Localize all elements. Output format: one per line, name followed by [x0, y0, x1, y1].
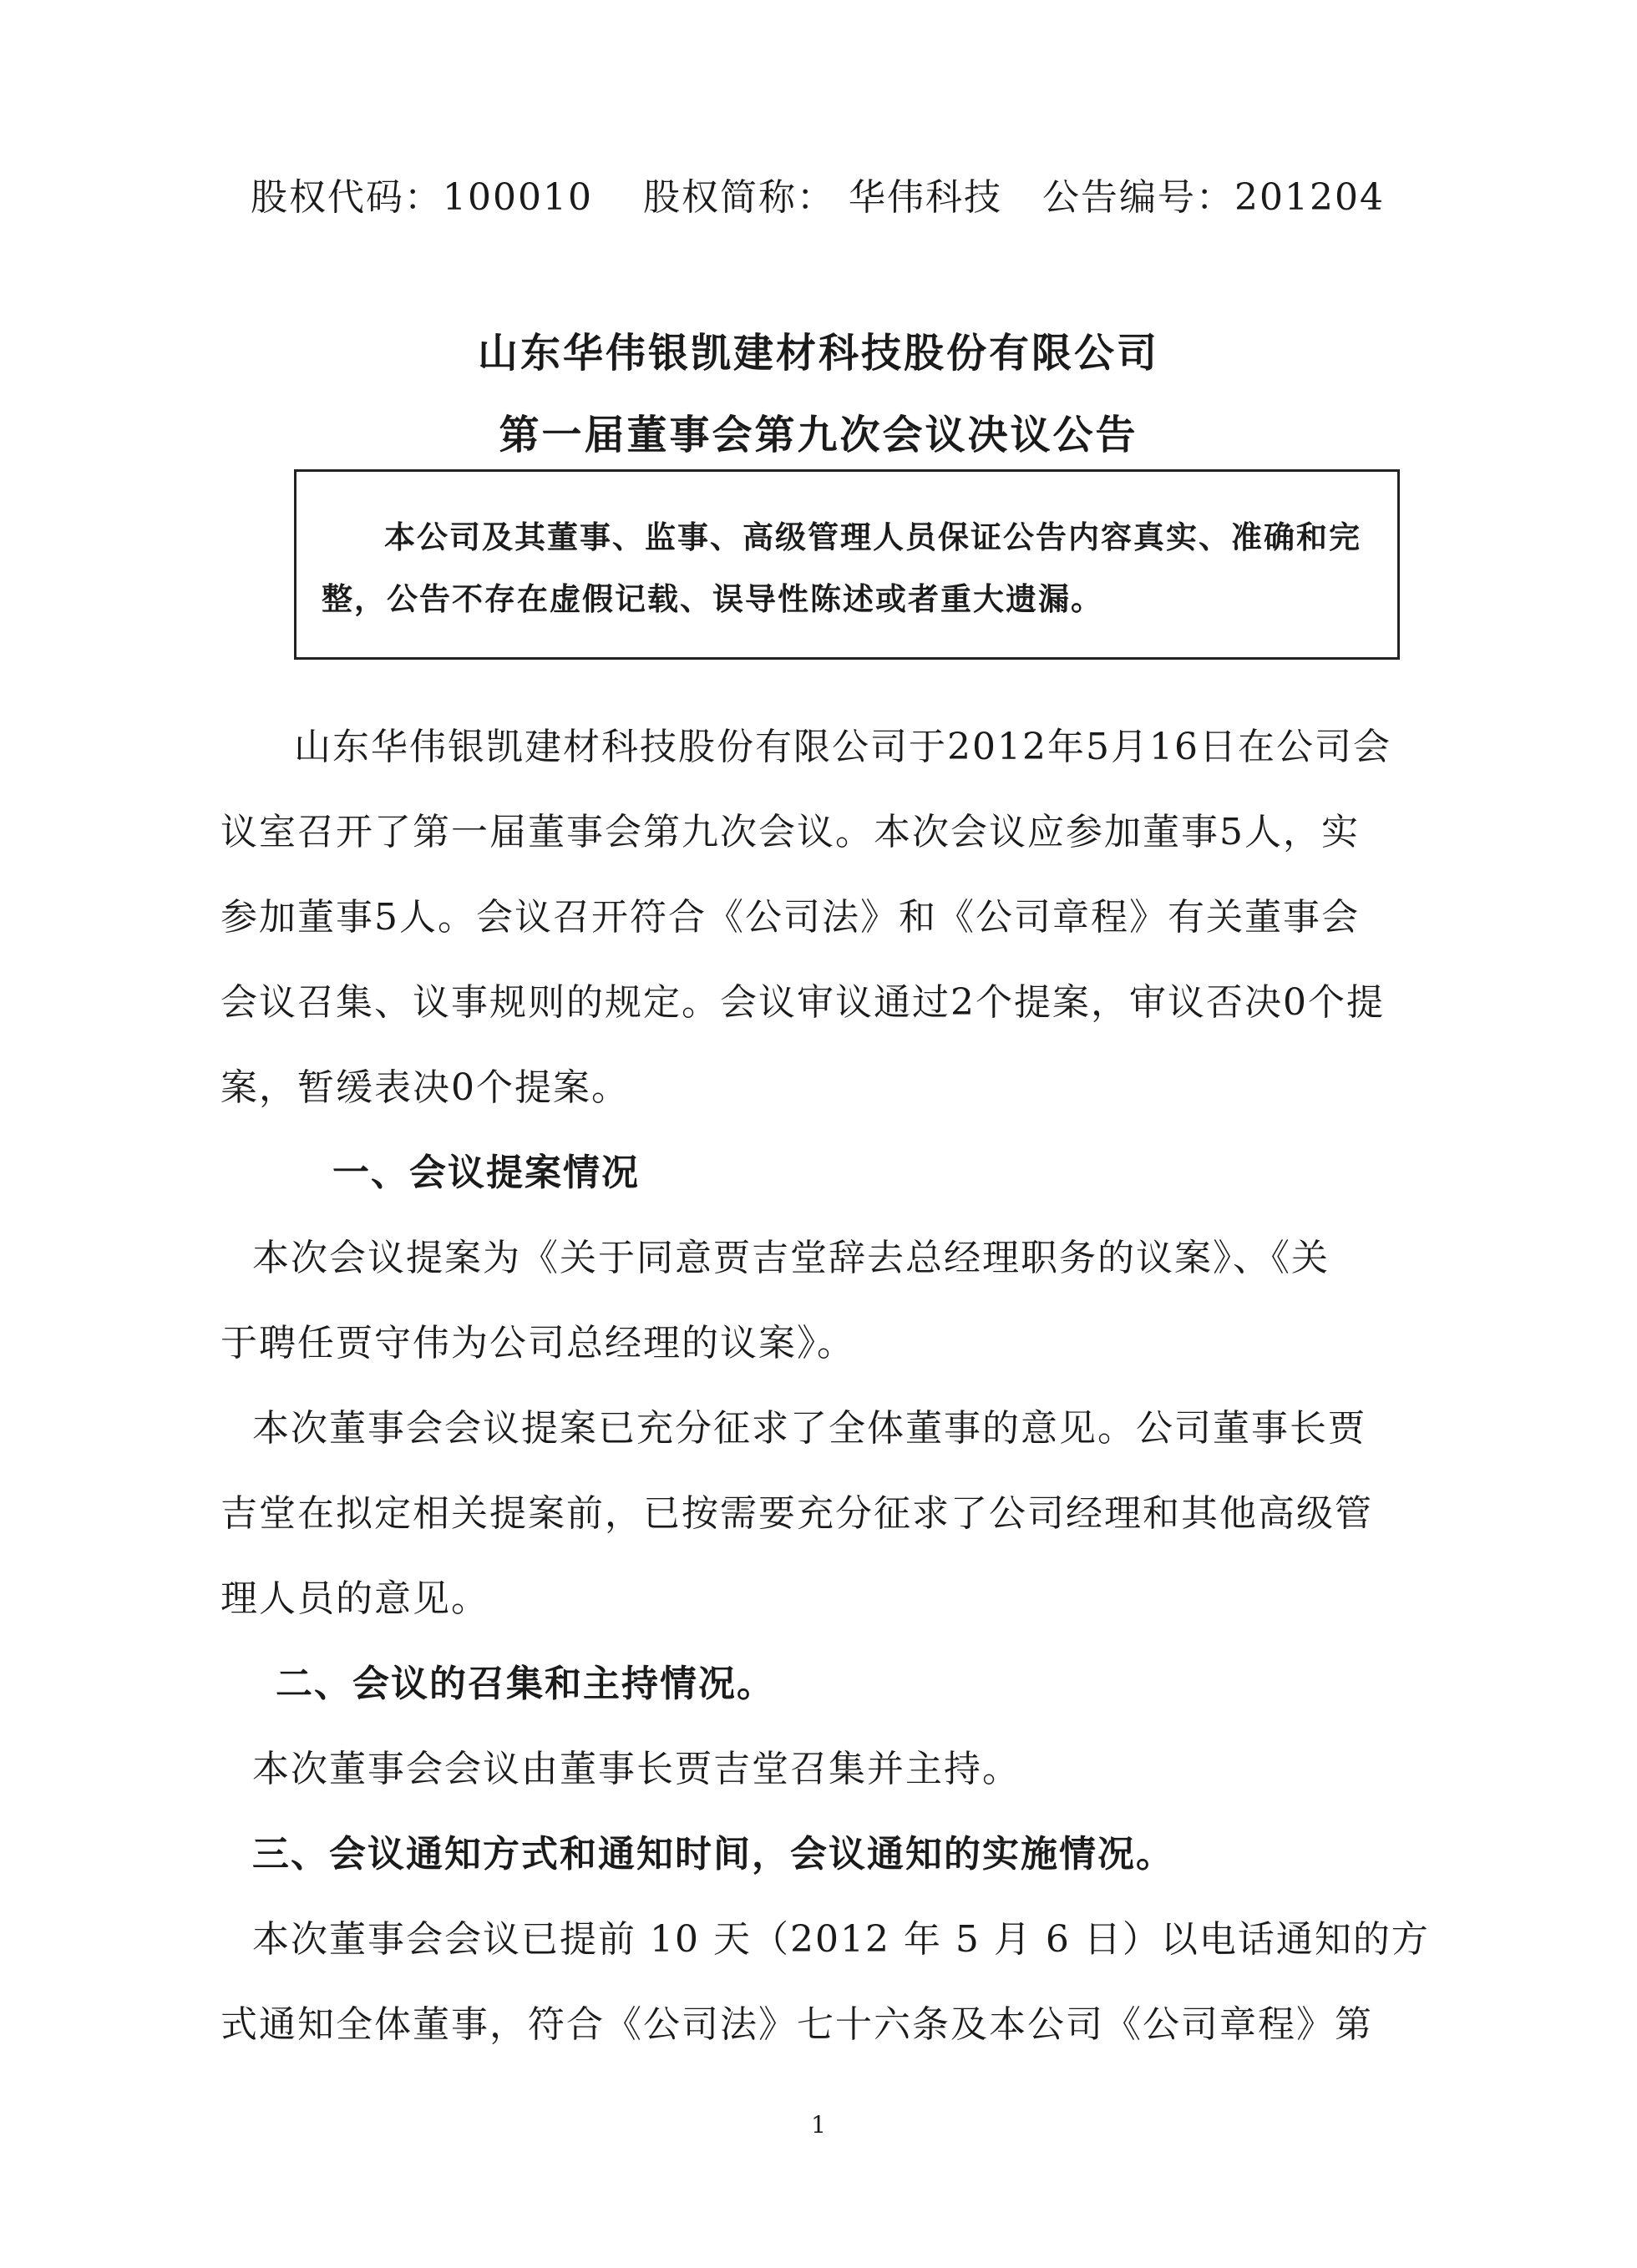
intro-line-2: 议室召开了第一届董事会第九次会议。本次会议应参加董事5人，实 [220, 811, 1360, 853]
section-2-heading: 二、会议的召集和主持情况。 [276, 1663, 775, 1705]
disclaimer-box [294, 469, 1400, 660]
intro-line-3: 参加董事5人。会议召开符合《公司法》和《公司章程》有关董事会 [220, 896, 1360, 939]
section-1-para1-line-2: 于聘任贾守伟为公司总经理的议案》。 [220, 1322, 855, 1364]
section-1-para2-line-1: 本次董事会会议提案已充分征求了全体董事的意见。公司董事长贾 [252, 1407, 1366, 1450]
section-1-heading: 一、会议提案情况 [332, 1152, 640, 1194]
notice-number: 公告编号：201204 [1041, 176, 1385, 219]
section-1-para1-line-1: 本次会议提案为《关于同意贾吉堂辞去总经理职务的议案》、《关 [252, 1237, 1330, 1279]
intro-line-5: 案，暂缓表决0个提案。 [220, 1066, 630, 1109]
section-1-para2-line-3: 理人员的意见。 [220, 1577, 489, 1620]
page-number: 1 [811, 2111, 826, 2139]
equity-code: 股权代码：100010 [251, 176, 593, 219]
disclaimer-line-1: 本公司及其董事、监事、高级管理人员保证公告内容真实、准确和完 [384, 519, 1361, 555]
section-3-para-line-1: 本次董事会会议已提前 10 天（2012 年 5 月 6 日）以电话通知的方 [252, 1918, 1430, 1961]
disclaimer-line-2: 整，公告不存在虚假记载、误导性陈述或者重大遗漏。 [322, 580, 1103, 617]
announcement-title: 第一届董事会第九次会议决议公告 [499, 412, 1138, 458]
section-1-para2-line-2: 吉堂在拟定相关提案前，已按需要充分征求了公司经理和其他高级管 [220, 1492, 1373, 1535]
intro-line-1: 山东华伟银凯建材科技股份有限公司于2012年5月16日在公司会 [294, 726, 1391, 768]
section-3-heading: 三、会议通知方式和通知时间，会议通知的实施情况。 [252, 1833, 1174, 1876]
company-title: 山东华伟银凯建材科技股份有限公司 [477, 330, 1159, 377]
section-2-para: 本次董事会会议由董事长贾吉堂召集并主持。 [252, 1748, 1021, 1790]
document-header [251, 167, 1385, 220]
equity-short-name: 股权简称： 华伟科技 [642, 176, 1002, 219]
intro-line-4: 会议召集、议事规则的规定。会议审议通过2个提案，审议否决0个提 [220, 981, 1385, 1024]
section-3-para-line-2: 式通知全体董事，符合《公司法》七十六条及本公司《公司章程》第 [220, 2003, 1373, 2046]
